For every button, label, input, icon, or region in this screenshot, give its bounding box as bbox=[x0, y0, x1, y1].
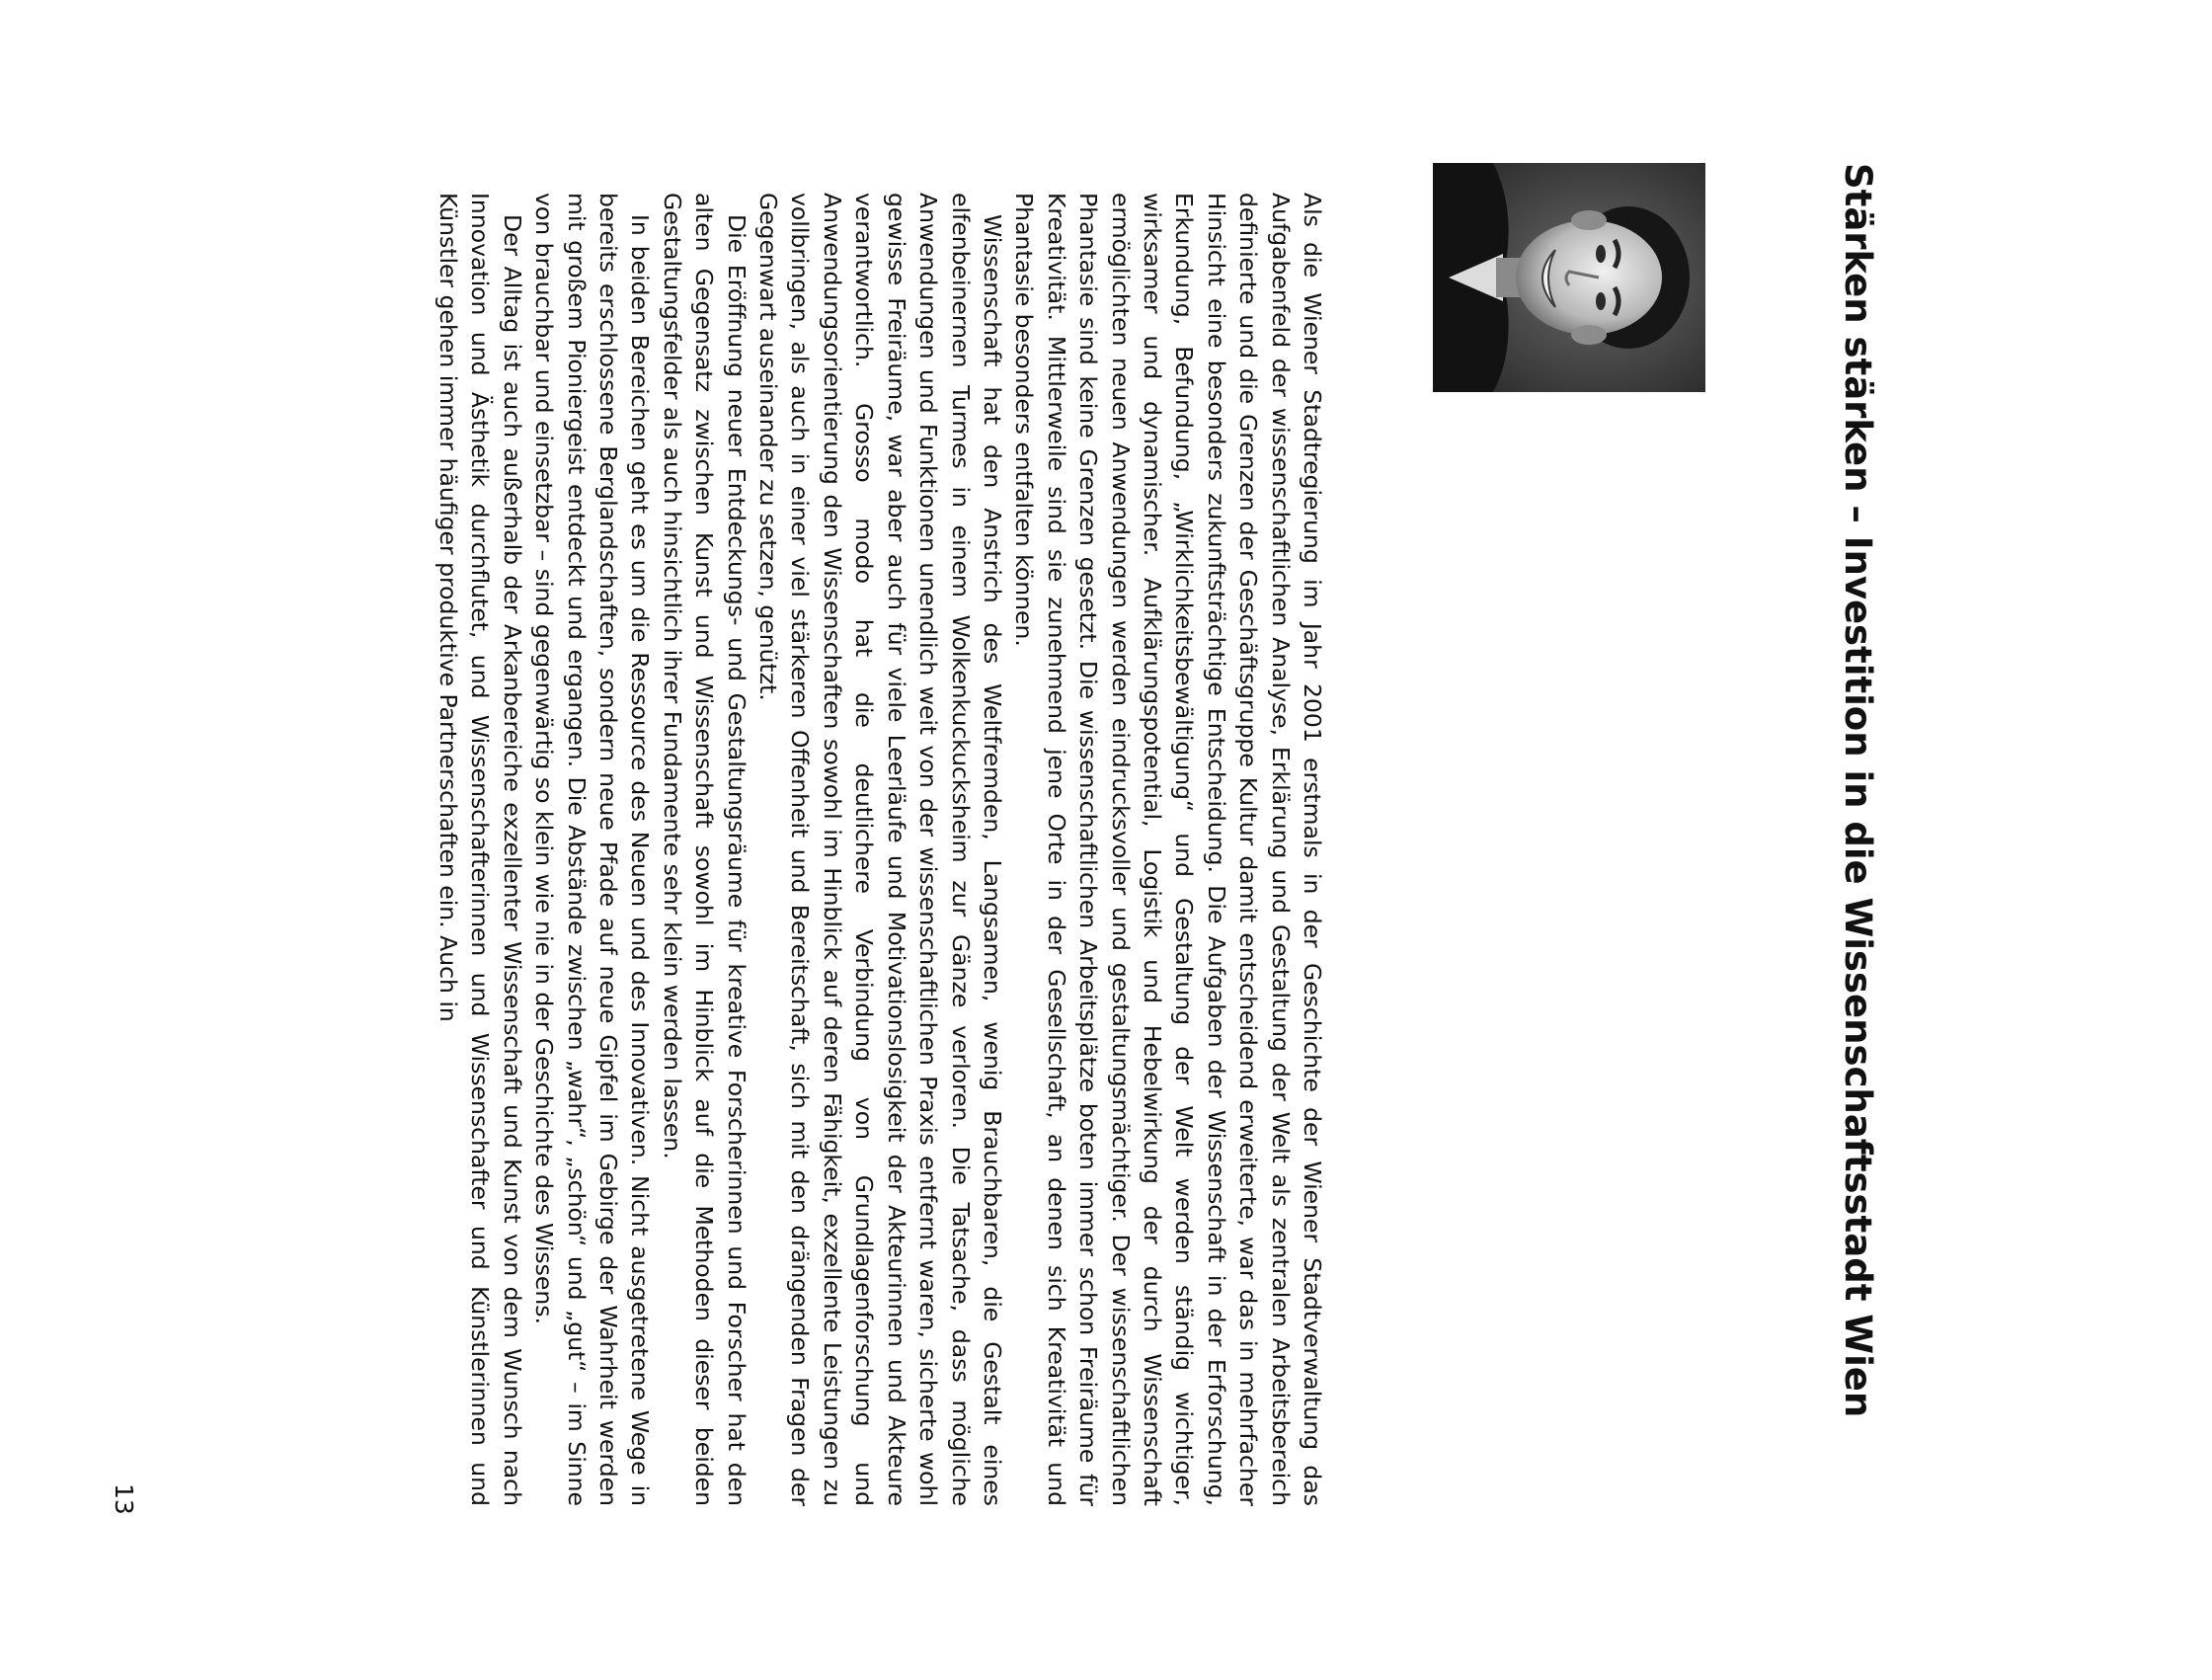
paragraph: In beiden Bereichen geht es um die Ressource des Neuen und des Innovativen. Nicht ausgetretene Wege in bereits erschlossene Berglandschaften, sondern neue Pfade auf neue Gipfel im Gebirge der Wahrheit werden mit großem Pioniergeist entdeckt und ergangen. Die Abstände zwischen „wahr“, „schön“ und „gut“ – im Sinne von brauchbar und einsetzbar – sind gegenwärtig so klein wie nie in der Geschichte des Wissens. bbox=[530, 193, 655, 1506]
paragraph: Wissenschaft hat den Anstrich des Weltfremden, Langsamen, wenig Brauchbaren, die Gestalt eines elfenbeinernen Turmes in einem Wolkenkuckucksheim zur Gänze verloren. Die Tatsache, dass mögliche Anwendungen und Funktionen unendlich weit von der wissenschaftlichen Praxis entfernt waren, sicherte wohl gewisse Freiräume, war aber auch für viele Leerläufe und Motivationslosigkeit der Akteurinnen und Akteure verantwortlich. Grosso modo hat die deutlichere Verbindung von Grundlagenforschung und Anwendungsorientierung den Wissenschaften sowohl im Hinblick auf deren Fähigkeit, exzellente Leistungen zu vollbringen, als auch in einer viel stärkeren Offenheit und Bereitschaft, sich mit den drängenden Fragen der Gegenwart auseinander zu setzen, genützt. bbox=[754, 193, 1006, 1506]
article-title: Stärken stärken – Investition in die Wissenschaftsstadt Wien bbox=[1837, 163, 1879, 1418]
person-portrait-photo bbox=[1433, 163, 1705, 392]
paragraph: Die Eröffnung neuer Entdeckungs- und Gestaltungsräume für kreative Forscherinnen und Forscher hat den alten Gegensatz zwischen Kunst und Wissenschaft sowohl im Hinblick auf die Methoden dieser beiden Gestaltungsfelder als auch hinsichtlich ihrer Fundamente sehr klein werden lassen. bbox=[658, 193, 750, 1506]
portrait-graphic bbox=[1433, 163, 1705, 392]
article-body bbox=[433, 193, 1328, 1506]
paragraph: Als die Wiener Stadtregierung im Jahr 2001 erstmals in der Geschichte der Wiener Stadtverwaltung das Aufgabenfeld der wissenschaftlichen Analyse, Erklärung und Gestaltung der Welt als zentralen Arbeitsbereich definierte und die Grenzen der Geschäftsgruppe Kultur damit entscheidend erweiterte, war das in mehrfacher Hinsicht eine besonders zukunftsträchtige Entscheidung. Die Aufgaben der Wissenschaft in der Erforschung, Erkundung, Befundung, „Wirklichkeitsbewältigung“ und Gestaltung der Welt werden ständig wichtiger, wirksamer und dynamischer. Aufklärungspotential, Logistik und Hebelwirkung der durch Wissenschaft ermöglichten neuen Anwendungen werden eindrucksvoller und gestaltungsmächtiger. Der wissenschaftlichen Phantasie sind keine Grenzen gesetzt. Die wissenschaftlichen Arbeitsplätze boten immer schon Freiräume für Kreativität. Mittlerweile sind sie zunehmend jene Orte in der Gesellschaft, an denen sich Kreativität und Phantasie besonders entfalten können. bbox=[1010, 193, 1326, 1506]
page-number: 13 bbox=[110, 1483, 138, 1515]
paragraph: Der Alltag ist auch außerhalb der Arkanbereiche exzellenter Wissenschaft und Kunst von dem Wunsch nach Innovation und Ästhetik durchflutet, und Wissenschafterinnen und Wissenschafter und Künstlerinnen und Künstler gehen immer häufiger produktive Partnerschaften ein. Auch in bbox=[434, 193, 526, 1506]
